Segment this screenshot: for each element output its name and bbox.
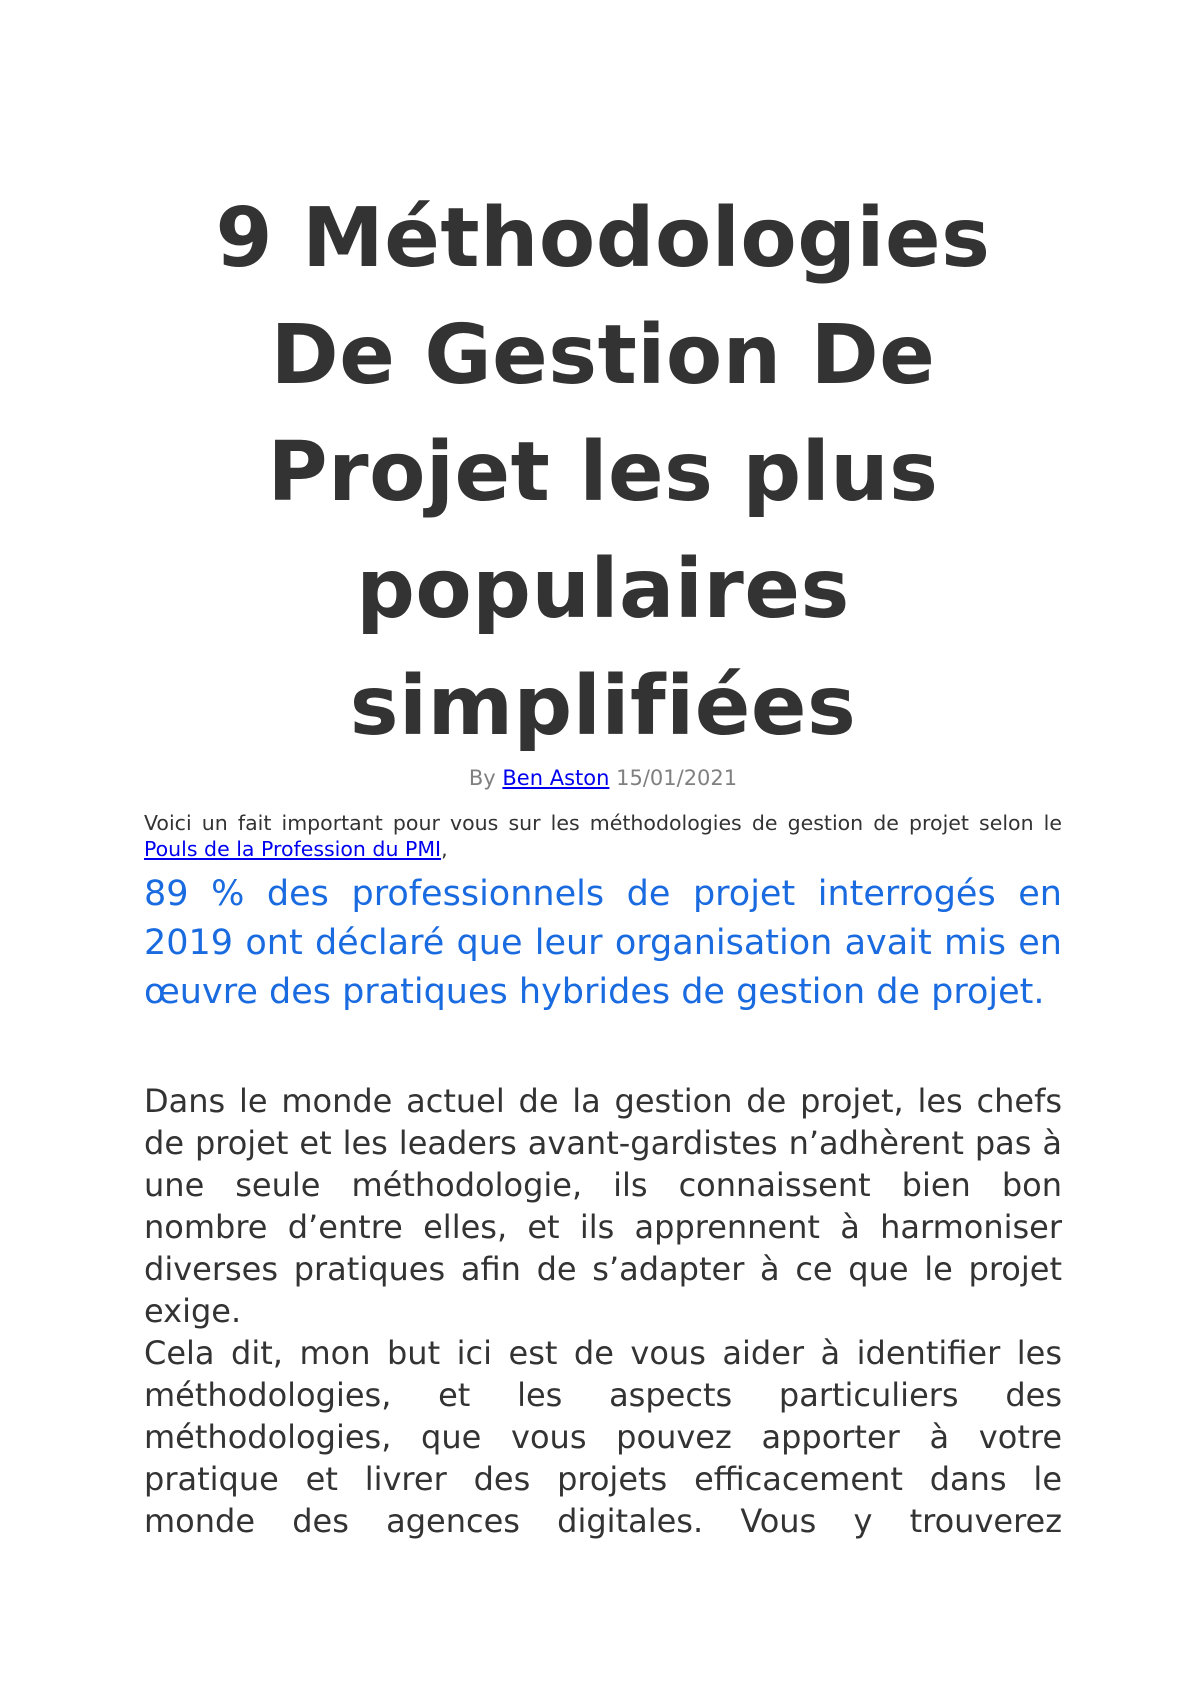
intro-trailing-punct: , <box>441 837 448 861</box>
byline <box>144 766 1062 790</box>
intro-paragraph <box>144 810 1062 862</box>
body-paragraph-2: Cela dit, mon but ici est de vous aider à identifier les méthodologies, et les aspects particuliers des méthodologies, que vous pouvez apporter à votre pratique et livrer des projets efficacement dans le monde des agences digitales. Vous y trouverez <box>144 1334 1062 1540</box>
byline-prefix: By <box>468 766 496 790</box>
pmi-pulse-link[interactable]: Pouls de la Profession du PMI <box>144 837 442 861</box>
author-link[interactable]: Ben Aston <box>502 766 610 790</box>
article-title: 9 Méthodologies De Gestion De Projet les plus populaires simplifiées <box>215 191 991 754</box>
intro-text: Voici un fait important pour vous sur les méthodologies de gestion de projet selon le <box>144 811 1062 835</box>
publish-date: 15/01/2021 <box>616 766 738 790</box>
highlight-quote: 89 % des professionnels de projet interrogés en 2019 ont déclaré que leur organisation avait mis en œuvre des pratiques hybrides de gestion de projet. <box>144 874 1062 1012</box>
body-paragraph-1: Dans le monde actuel de la gestion de projet, les chefs de projet et les leaders avant-gardistes n’adhèrent pas à une seule méthodologie, ils connaissent bien bon nombre d’entre elles, et ils apprennent à harmoniser diverses pratiques afin de s’adapter à ce que le projet exige. <box>144 1082 1062 1330</box>
article-page <box>144 0 1062 1698</box>
